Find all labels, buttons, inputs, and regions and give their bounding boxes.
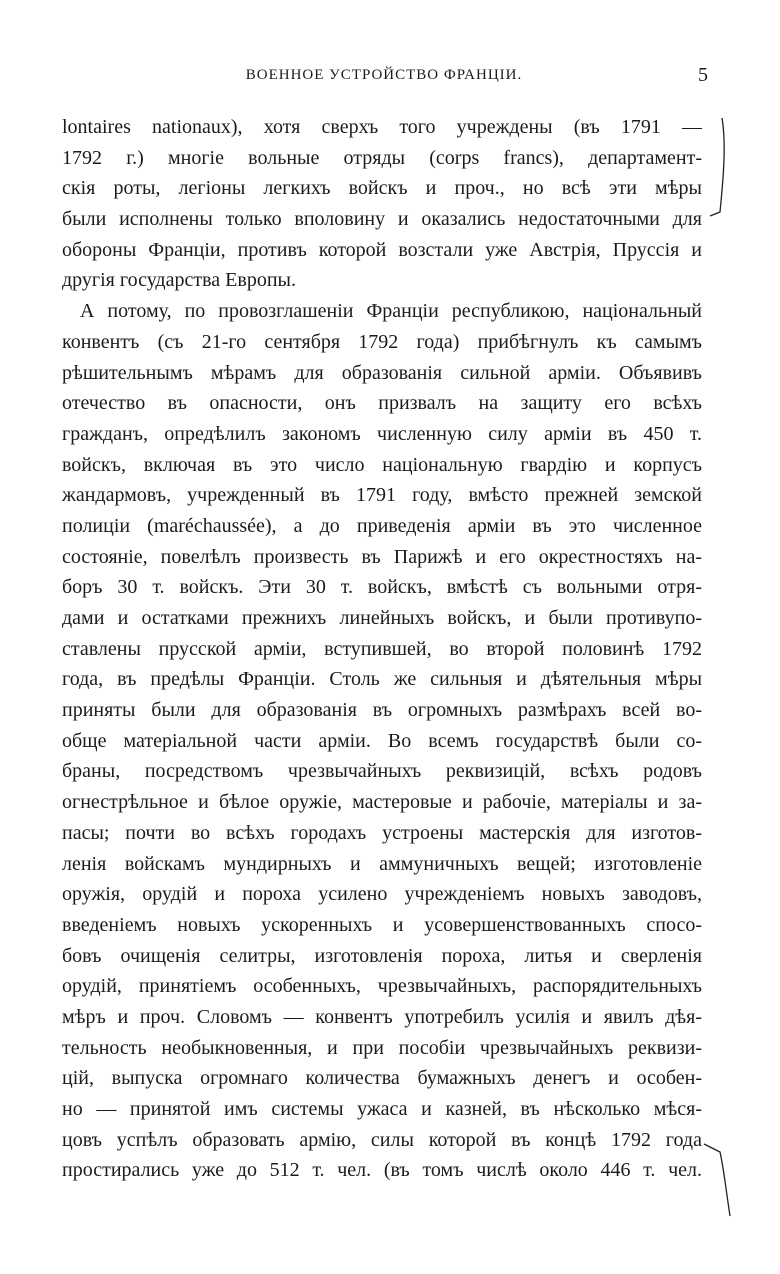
- body-text: [62, 112, 702, 1186]
- text-line: обще матеріальной части арміи. Во всемъ государствѣ были со-: [62, 729, 702, 752]
- text-line: 1792 г.) многіе вольные отряды (corps francs), департамент-: [62, 146, 702, 169]
- text-line: были исполнены только вполовину и оказались недостаточными для: [62, 208, 702, 231]
- text-line: года, въ предѣлы Франціи. Столь же сильныя и дѣятельныя мѣры: [62, 668, 702, 691]
- text-line: скія роты, легіоны легкихъ войскъ и проч., но всѣ эти мѣры: [62, 177, 702, 200]
- text-line: дами и остатками прежнихъ линейныхъ войскъ, и были противупо-: [62, 607, 702, 629]
- text-line: цовъ успѣлъ образовать армію, силы которой въ концѣ 1792 года: [62, 1128, 702, 1151]
- text-line: lontaires nationaux), хотя сверхъ того учреждены (въ 1791 —: [62, 116, 702, 138]
- text-line: жандармовъ, учрежденный въ 1791 году, вмѣсто прежней земской: [62, 484, 702, 507]
- text-line: цій, выпуска огромнаго количества бумажныхъ денегъ и особен-: [62, 1067, 702, 1090]
- text-line: но — принятой имъ системы ужаса и казней, въ нѣсколько мѣся-: [62, 1098, 702, 1120]
- text-line: введеніемъ новыхъ ускоренныхъ и усовершенствованныхъ спосо-: [62, 913, 702, 936]
- text-line: гражданъ, опредѣлилъ закономъ численную силу арміи въ 450 т.: [62, 422, 702, 445]
- text-line: состояніе, повелѣлъ произвесть въ Парижѣ и его окрестностяхъ на-: [62, 545, 702, 568]
- text-line: обороны Франціи, противъ которой возстали уже Австрія, Пруссія и: [62, 238, 702, 261]
- text-line: простирались уже до 512 т. чел. (въ томъ числѣ около 446 т. чел.: [62, 1159, 702, 1182]
- text-line: ленія войскамъ мундирныхъ и аммуничныхъ вещей; изготовленіе: [62, 852, 702, 875]
- text-line: А потому, по провозглашеніи Франціи республикою, національный: [80, 300, 702, 323]
- page-number: 5: [698, 64, 708, 86]
- text-line: бовъ очищенія селитры, изготовленія пороха, литья и сверленія: [62, 944, 702, 967]
- text-line: полиціи (maréchaussée), а до приведенія арміи въ это численное: [62, 514, 702, 537]
- margin-bracket-top: [706, 112, 746, 222]
- text-line: войскъ, включая въ это число національную гвардію и корпусъ: [62, 453, 702, 476]
- text-line: отечество въ опасности, онъ призвалъ на защиту его всѣхъ: [62, 392, 702, 415]
- text-line: оружія, орудій и пороха усилено учрежденіемъ новыхъ заводовъ,: [62, 883, 702, 906]
- text-line: конвентъ (съ 21-го сентября 1792 года) прибѣгнулъ къ самымъ: [62, 330, 702, 353]
- text-line: огнестрѣльное и бѣлое оружіе, мастеровые и рабочіе, матеріалы и за-: [62, 791, 702, 814]
- text-line: пасы; почти во всѣхъ городахъ устроены мастерскія для изготов-: [62, 821, 702, 844]
- text-line: боръ 30 т. войскъ. Эти 30 т. войскъ, вмѣстѣ съ вольными отря-: [62, 576, 702, 599]
- margin-bracket-bottom: [700, 1130, 740, 1220]
- text-line: тельность необыкновенныя, и при пособіи чрезвычайныхъ реквизи-: [62, 1036, 702, 1059]
- text-line: приняты были для образованія въ огромныхъ размѣрахъ всей во-: [62, 699, 702, 722]
- text-line: ставлены прусской арміи, вступившей, во второй половинѣ 1792: [62, 637, 702, 660]
- text-line: другія государства Европы.: [62, 269, 296, 292]
- running-title: ВОЕННОЕ УСТРОЙСТВО ФРАНЦІИ.: [245, 67, 523, 83]
- text-line: браны, посредствомъ чрезвычайныхъ реквизицій, всѣхъ родовъ: [62, 760, 702, 783]
- running-head: [60, 60, 708, 90]
- text-line: рѣшительнымъ мѣрамъ для образованія сильной арміи. Объявивъ: [62, 361, 702, 384]
- text-line: орудій, принятіемъ особенныхъ, чрезвычайныхъ, распорядительныхъ: [62, 975, 702, 998]
- text-line: мѣръ и проч. Словомъ — конвентъ употребилъ усилія и явилъ дѣя-: [62, 1005, 702, 1028]
